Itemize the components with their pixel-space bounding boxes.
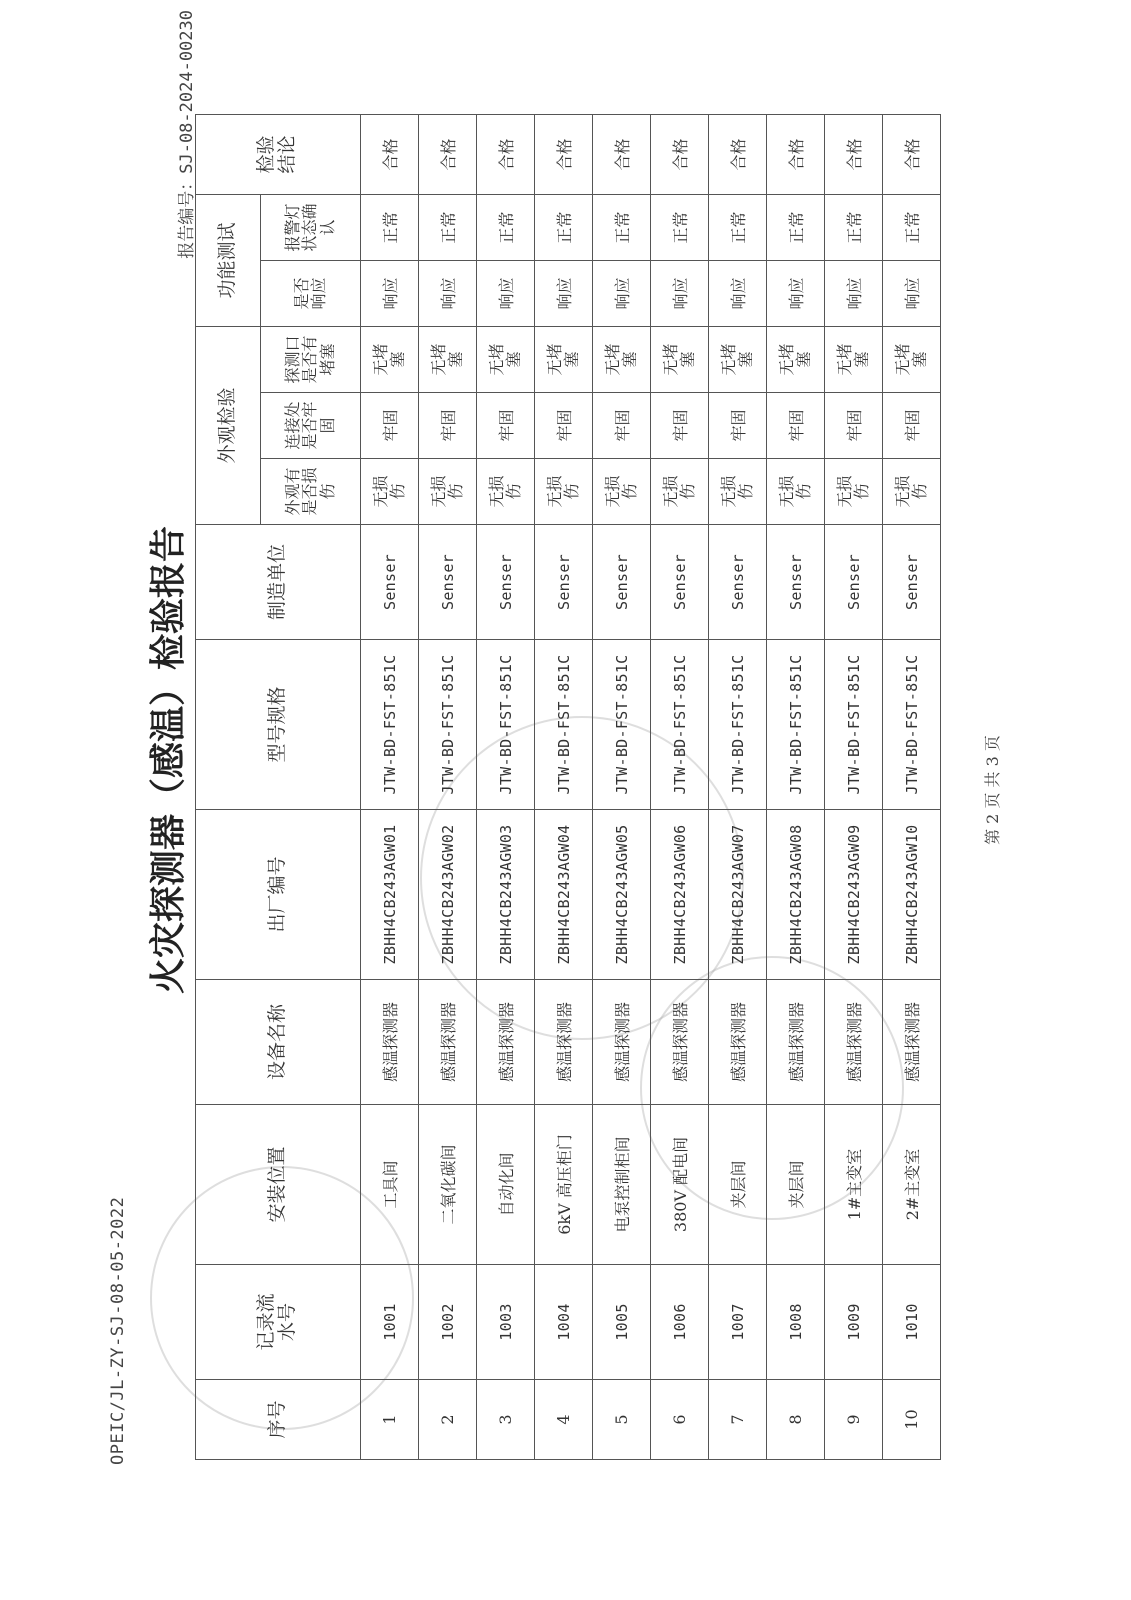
- table-row: [709, 115, 767, 1460]
- cell-app-damage: 无损伤: [883, 459, 941, 525]
- header-model: 型号规格: [196, 640, 361, 810]
- cell-app-connect: 牢固: [883, 393, 941, 459]
- cell-record-no: 1007: [709, 1265, 767, 1380]
- cell-factory-no: ZBHH4CB243AGW04: [535, 810, 593, 980]
- table-row: [883, 115, 941, 1460]
- cell-fn-alarm: 正常: [883, 195, 941, 261]
- cell-seq: 8: [767, 1380, 825, 1460]
- header-manufacturer: 制造单位: [196, 525, 361, 640]
- cell-factory-no: ZBHH4CB243AGW09: [825, 810, 883, 980]
- header-factory-no: 出厂编号: [196, 810, 361, 980]
- cell-fn-alarm: 正常: [535, 195, 593, 261]
- cell-conclusion: 合格: [883, 115, 941, 195]
- table-body: [361, 115, 941, 1460]
- header-conclusion: 检验结论: [196, 115, 361, 195]
- table-row: [535, 115, 593, 1460]
- cell-device-name: 感温探测器: [767, 980, 825, 1105]
- cell-app-damage: 无损伤: [825, 459, 883, 525]
- cell-location: 夹层间: [709, 1105, 767, 1265]
- cell-seq: 4: [535, 1380, 593, 1460]
- cell-conclusion: 合格: [477, 115, 535, 195]
- cell-seq: 3: [477, 1380, 535, 1460]
- header-device-name: 设备名称: [196, 980, 361, 1105]
- cell-app-blocked: 无堵塞: [419, 327, 477, 393]
- cell-app-damage: 无损伤: [477, 459, 535, 525]
- cell-manufacturer: Senser: [883, 525, 941, 640]
- report-number-label: 报告编号：: [177, 173, 197, 259]
- cell-factory-no: ZBHH4CB243AGW08: [767, 810, 825, 980]
- cell-seq: 6: [651, 1380, 709, 1460]
- cell-record-no: 1009: [825, 1265, 883, 1380]
- table-row: [477, 115, 535, 1460]
- cell-factory-no: ZBHH4CB243AGW07: [709, 810, 767, 980]
- table-row: [593, 115, 651, 1460]
- cell-manufacturer: Senser: [593, 525, 651, 640]
- cell-app-blocked: 无堵塞: [709, 327, 767, 393]
- cell-model: JTW-BD-FST-851C: [361, 640, 419, 810]
- cell-conclusion: 合格: [709, 115, 767, 195]
- cell-device-name: 感温探测器: [535, 980, 593, 1105]
- cell-fn-alarm: 正常: [419, 195, 477, 261]
- cell-device-name: 感温探测器: [361, 980, 419, 1105]
- report-number: [172, 10, 197, 410]
- cell-device-name: 感温探测器: [651, 980, 709, 1105]
- cell-device-name: 感温探测器: [477, 980, 535, 1105]
- cell-fn-alarm: 正常: [825, 195, 883, 261]
- cell-app-damage: 无损伤: [593, 459, 651, 525]
- table-row: [361, 115, 419, 1460]
- cell-location: 二氧化碳间: [419, 1105, 477, 1265]
- cell-conclusion: 合格: [419, 115, 477, 195]
- cell-fn-response: 响应: [419, 261, 477, 327]
- cell-app-damage: 无损伤: [419, 459, 477, 525]
- header-function-group: 功能测试: [196, 195, 261, 327]
- cell-app-damage: 无损伤: [535, 459, 593, 525]
- cell-record-no: 1001: [361, 1265, 419, 1380]
- cell-app-damage: 无损伤: [361, 459, 419, 525]
- cell-location: 380V 配电间: [651, 1105, 709, 1265]
- cell-model: JTW-BD-FST-851C: [825, 640, 883, 810]
- cell-manufacturer: Senser: [477, 525, 535, 640]
- cell-manufacturer: Senser: [419, 525, 477, 640]
- cell-device-name: 感温探测器: [419, 980, 477, 1105]
- cell-location: 工具间: [361, 1105, 419, 1265]
- cell-fn-alarm: 正常: [593, 195, 651, 261]
- cell-model: JTW-BD-FST-851C: [709, 640, 767, 810]
- cell-app-blocked: 无堵塞: [825, 327, 883, 393]
- cell-record-no: 1010: [883, 1265, 941, 1380]
- cell-device-name: 感温探测器: [593, 980, 651, 1105]
- cell-record-no: 1003: [477, 1265, 535, 1380]
- cell-app-connect: 牢固: [825, 393, 883, 459]
- cell-app-blocked: 无堵塞: [477, 327, 535, 393]
- cell-manufacturer: Senser: [535, 525, 593, 640]
- cell-fn-response: 响应: [535, 261, 593, 327]
- cell-fn-response: 响应: [825, 261, 883, 327]
- cell-record-no: 1006: [651, 1265, 709, 1380]
- cell-app-connect: 牢固: [593, 393, 651, 459]
- cell-location: 夹层间: [767, 1105, 825, 1265]
- cell-fn-response: 响应: [477, 261, 535, 327]
- cell-model: JTW-BD-FST-851C: [593, 640, 651, 810]
- header-app-connect: 连接处是否牢固: [261, 393, 361, 459]
- inspection-table: [195, 114, 941, 1460]
- cell-conclusion: 合格: [593, 115, 651, 195]
- cell-conclusion: 合格: [651, 115, 709, 195]
- cell-fn-response: 响应: [593, 261, 651, 327]
- cell-model: JTW-BD-FST-851C: [535, 640, 593, 810]
- cell-conclusion: 合格: [361, 115, 419, 195]
- cell-seq: 10: [883, 1380, 941, 1460]
- cell-model: JTW-BD-FST-851C: [883, 640, 941, 810]
- cell-factory-no: ZBHH4CB243AGW10: [883, 810, 941, 980]
- header-app-damage: 外观有是否损伤: [261, 459, 361, 525]
- header-appearance-group: 外观检验: [196, 327, 261, 525]
- header-fn-alarm: 报警灯状态确认: [261, 195, 361, 261]
- cell-seq: 9: [825, 1380, 883, 1460]
- cell-seq: 5: [593, 1380, 651, 1460]
- cell-app-blocked: 无堵塞: [767, 327, 825, 393]
- header-location: 安装位置: [196, 1105, 361, 1265]
- cell-seq: 1: [361, 1380, 419, 1460]
- cell-record-no: 1005: [593, 1265, 651, 1380]
- cell-model: JTW-BD-FST-851C: [477, 640, 535, 810]
- cell-factory-no: ZBHH4CB243AGW05: [593, 810, 651, 980]
- cell-model: JTW-BD-FST-851C: [419, 640, 477, 810]
- report-number-value: SJ-08-2024-00230: [177, 10, 197, 174]
- cell-fn-response: 响应: [883, 261, 941, 327]
- cell-device-name: 感温探测器: [883, 980, 941, 1105]
- cell-seq: 7: [709, 1380, 767, 1460]
- cell-conclusion: 合格: [767, 115, 825, 195]
- cell-factory-no: ZBHH4CB243AGW01: [361, 810, 419, 980]
- cell-app-blocked: 无堵塞: [883, 327, 941, 393]
- cell-record-no: 1004: [535, 1265, 593, 1380]
- cell-app-connect: 牢固: [419, 393, 477, 459]
- cell-factory-no: ZBHH4CB243AGW06: [651, 810, 709, 980]
- cell-app-damage: 无损伤: [767, 459, 825, 525]
- cell-app-damage: 无损伤: [651, 459, 709, 525]
- cell-location: 1#主变室: [825, 1105, 883, 1265]
- cell-factory-no: ZBHH4CB243AGW03: [477, 810, 535, 980]
- page-number: 第 2 页 共 3 页: [983, 735, 1002, 845]
- table-row: [651, 115, 709, 1460]
- cell-device-name: 感温探测器: [709, 980, 767, 1105]
- header-record-no: 记录流水号: [196, 1265, 361, 1380]
- cell-fn-alarm: 正常: [767, 195, 825, 261]
- cell-model: JTW-BD-FST-851C: [767, 640, 825, 810]
- cell-manufacturer: Senser: [709, 525, 767, 640]
- cell-app-blocked: 无堵塞: [535, 327, 593, 393]
- table-row: [767, 115, 825, 1460]
- cell-fn-response: 响应: [709, 261, 767, 327]
- cell-record-no: 1008: [767, 1265, 825, 1380]
- cell-app-connect: 牢固: [477, 393, 535, 459]
- cell-manufacturer: Senser: [651, 525, 709, 640]
- cell-seq: 2: [419, 1380, 477, 1460]
- cell-conclusion: 合格: [825, 115, 883, 195]
- cell-app-blocked: 无堵塞: [651, 327, 709, 393]
- cell-location: 自动化间: [477, 1105, 535, 1265]
- cell-conclusion: 合格: [535, 115, 593, 195]
- cell-app-connect: 牢固: [651, 393, 709, 459]
- header-app-blocked: 探测口是否有堵塞: [261, 327, 361, 393]
- cell-app-connect: 牢固: [535, 393, 593, 459]
- cell-fn-response: 响应: [361, 261, 419, 327]
- document-title: 火灾探测器（感温）检验报告: [148, 526, 189, 995]
- document-code: OPEIC/JL-ZY-SJ-08-05-2022: [108, 1196, 128, 1465]
- cell-app-blocked: 无堵塞: [593, 327, 651, 393]
- cell-factory-no: ZBHH4CB243AGW02: [419, 810, 477, 980]
- cell-manufacturer: Senser: [825, 525, 883, 640]
- cell-location: 6kV 高压柜门: [535, 1105, 593, 1265]
- cell-record-no: 1002: [419, 1265, 477, 1380]
- cell-manufacturer: Senser: [767, 525, 825, 640]
- cell-app-connect: 牢固: [709, 393, 767, 459]
- cell-manufacturer: Senser: [361, 525, 419, 640]
- cell-fn-alarm: 正常: [651, 195, 709, 261]
- header-seq: 序号: [196, 1380, 361, 1460]
- cell-fn-alarm: 正常: [709, 195, 767, 261]
- cell-device-name: 感温探测器: [825, 980, 883, 1105]
- header-fn-response: 是否响应: [261, 261, 361, 327]
- cell-fn-response: 响应: [767, 261, 825, 327]
- table-row: [825, 115, 883, 1460]
- cell-app-blocked: 无堵塞: [361, 327, 419, 393]
- table-row: [419, 115, 477, 1460]
- cell-location: 2#主变室: [883, 1105, 941, 1265]
- cell-app-damage: 无损伤: [709, 459, 767, 525]
- cell-location: 电泵控制柜间: [593, 1105, 651, 1265]
- cell-fn-alarm: 正常: [477, 195, 535, 261]
- cell-app-connect: 牢固: [767, 393, 825, 459]
- cell-fn-response: 响应: [651, 261, 709, 327]
- cell-fn-alarm: 正常: [361, 195, 419, 261]
- cell-model: JTW-BD-FST-851C: [651, 640, 709, 810]
- cell-app-connect: 牢固: [361, 393, 419, 459]
